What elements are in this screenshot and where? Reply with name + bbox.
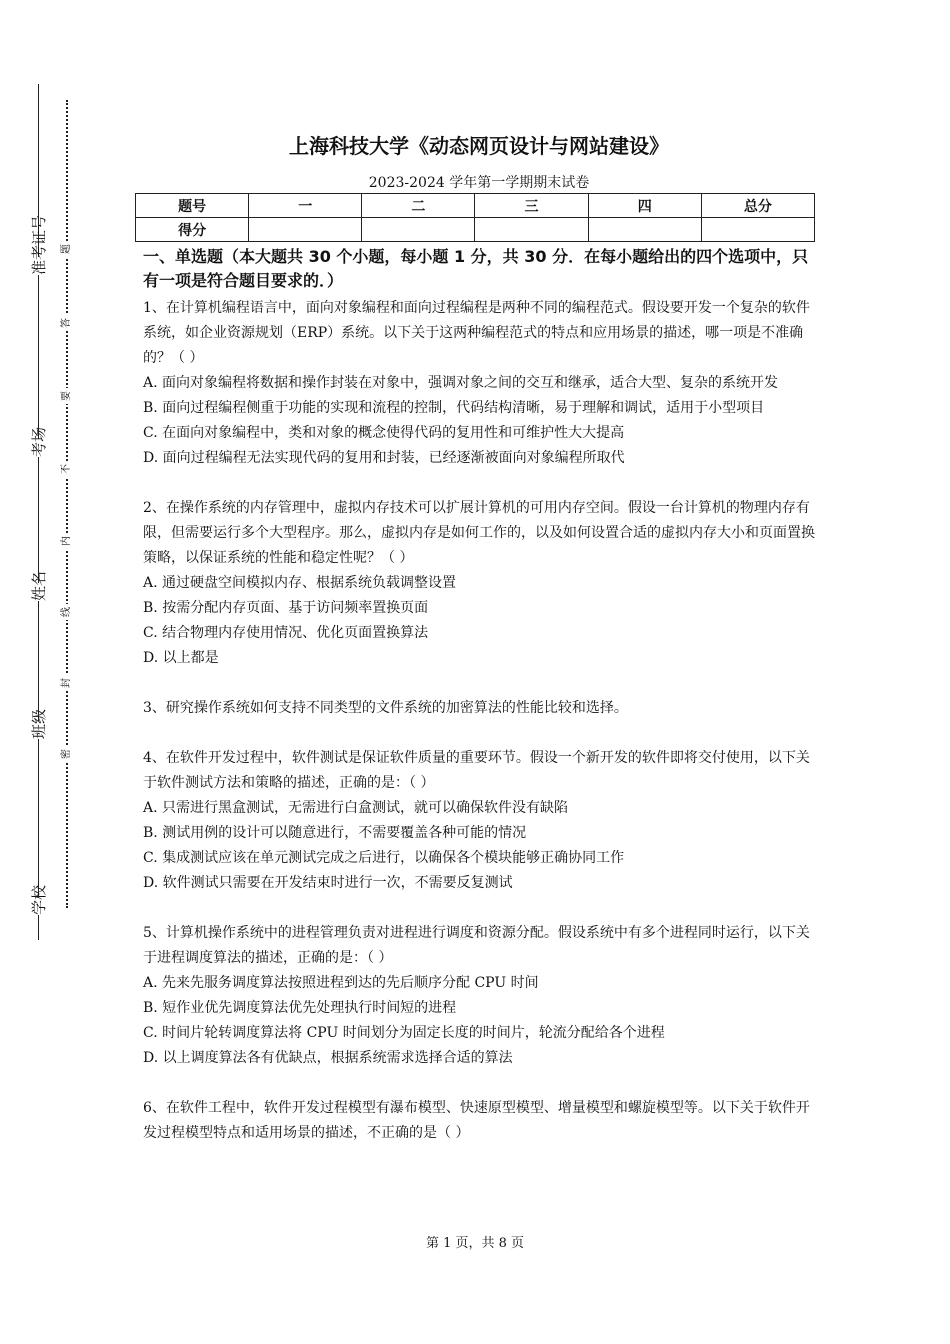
exam-id-label: 准考证号 bbox=[30, 214, 48, 275]
binding-solid-line bbox=[38, 84, 39, 940]
option-b: B. 短作业优先调度算法优先处理执行时间短的进程 bbox=[143, 1000, 457, 1016]
question-stem: 4、在软件开发过程中，软件测试是保证软件质量的重要环节。假设一个新开发的软件即将交付使用，以下关于软件测试方法和策略的描述，正确的是：（ ） bbox=[143, 750, 810, 791]
seal-dotted-line bbox=[66, 100, 68, 908]
seal-char: 不 bbox=[61, 461, 73, 477]
option-c: C. 集成测试应该在单元测试完成之后进行，以确保各个模块能够正确协同工作 bbox=[143, 850, 625, 866]
option-d: D. 以上调度算法各有优缺点，根据系统需求选择合适的算法 bbox=[143, 1050, 513, 1066]
option-b: B. 按需分配内存页面、基于访问频率置换页面 bbox=[143, 600, 429, 616]
seal-char: 答 bbox=[61, 315, 73, 331]
question-5 bbox=[143, 921, 815, 1071]
score-cell[interactable] bbox=[249, 218, 362, 242]
score-table bbox=[135, 193, 815, 242]
option-a: A. 只需进行黑盒测试，无需进行白盒测试，就可以确保软件没有缺陷 bbox=[143, 800, 569, 816]
question-1 bbox=[143, 296, 815, 471]
option-c: C. 结合物理内存使用情况、优化页面置换算法 bbox=[143, 625, 429, 641]
score-header-cell: 一 bbox=[249, 194, 362, 218]
exam-subtitle: 2023-2024 学年第一学期期末试卷 bbox=[368, 175, 590, 191]
score-header-cell: 二 bbox=[362, 194, 475, 218]
question-stem: 5、计算机操作系统中的进程管理负责对进程进行调度和资源分配。假设系统中有多个进程同时运行，以下关于进程调度算法的描述，正确的是：（ ） bbox=[143, 925, 810, 966]
question-list bbox=[143, 296, 815, 1146]
school-label: 学校 bbox=[30, 884, 48, 915]
option-d: D. 以上都是 bbox=[143, 650, 219, 666]
exam-room-label: 考场 bbox=[30, 426, 48, 457]
score-table-header-row bbox=[136, 194, 815, 218]
question-stem: 3、研究操作系统如何支持不同类型的文件系统的加密算法的性能比较和选择。 bbox=[143, 700, 628, 716]
seal-char: 封 bbox=[61, 675, 73, 691]
option-c: C. 时间片轮转调度算法将 CPU 时间划分为固定长度的时间片，轮流分配给各个进程 bbox=[143, 1025, 665, 1041]
seal-char: 要 bbox=[61, 388, 73, 404]
question-stem: 1、在计算机编程语言中，面向对象编程和面向过程编程是两种不同的编程范式。假设要开发一个复杂的软件系统，如企业资源规划（ERP）系统。以下关于这两种编程范式的特点和应用场景的描述，哪一项是不准确的？（ ） bbox=[143, 300, 810, 366]
question-2 bbox=[143, 496, 815, 671]
seal-char: 题 bbox=[61, 241, 73, 257]
class-label: 班级 bbox=[30, 708, 48, 739]
question-stem: 2、在操作系统的内存管理中，虚拟内存技术可以扩展计算机的可用内存空间。假设一台计算机的物理内存有限，但需要运行多个大型程序。那么，虚拟内存是如何工作的，以及如何设置合适的虚拟内存大小和页面置换策略，以保证系统的性能和稳定性呢？（ ） bbox=[143, 500, 815, 566]
option-b: B. 测试用例的设计可以随意进行，不需要覆盖各种可能的情况 bbox=[143, 825, 527, 841]
question-4 bbox=[143, 746, 815, 896]
seal-char: 内 bbox=[61, 533, 73, 549]
exam-title: 上海科技大学《动态网页设计与网站建设》 bbox=[289, 134, 669, 158]
score-cell[interactable] bbox=[701, 218, 814, 242]
question-stem: 6、在软件工程中，软件开发过程模型有瀑布模型、快速原型模型、增量模型和螺旋模型等。以下关于软件开发过程模型特点和适用场景的描述，不正确的是（ ） bbox=[143, 1100, 810, 1141]
question-3 bbox=[143, 696, 815, 721]
score-row-label: 得分 bbox=[136, 218, 249, 242]
name-label: 姓名 bbox=[30, 570, 48, 601]
score-cell[interactable] bbox=[362, 218, 475, 242]
option-a: A. 面向对象编程将数据和操作封装在对象中，强调对象之间的交互和继承，适合大型、复杂的系统开发 bbox=[143, 375, 779, 391]
question-6 bbox=[143, 1096, 815, 1146]
option-b: B. 面向过程编程侧重于功能的实现和流程的控制，代码结构清晰，易于理解和调试，适用于小型项目 bbox=[143, 400, 765, 416]
section-heading: 一、单选题（本大题共 30 个小题，每小题 1 分，共 30 分．在每小题给出的四个选项中，只有一项是符合题目要求的．） bbox=[143, 247, 809, 290]
option-d: D. 软件测试只需要在开发结束时进行一次，不需要反复测试 bbox=[143, 875, 513, 891]
option-c: C. 在面向对象编程中，类和对象的概念使得代码的复用性和可维护性大大提高 bbox=[143, 425, 625, 441]
score-header-cell: 总分 bbox=[701, 194, 814, 218]
page-footer: 第 1 页，共 8 页 bbox=[425, 1236, 525, 1251]
option-a: A. 先来先服务调度算法按照进程到达的先后顺序分配 CPU 时间 bbox=[143, 975, 539, 991]
score-header-cell: 题号 bbox=[136, 194, 249, 218]
score-table-score-row bbox=[136, 218, 815, 242]
score-cell[interactable] bbox=[588, 218, 701, 242]
seal-char: 密 bbox=[61, 746, 73, 762]
seal-char: 线 bbox=[61, 604, 73, 620]
option-d: D. 面向过程编程无法实现代码的复用和封装，已经逐渐被面向对象编程所取代 bbox=[143, 450, 625, 466]
score-header-cell: 三 bbox=[475, 194, 588, 218]
score-header-cell: 四 bbox=[588, 194, 701, 218]
option-a: A. 通过硬盘空间模拟内存、根据系统负载调整设置 bbox=[143, 575, 457, 591]
binding-margin bbox=[0, 0, 100, 1344]
score-cell[interactable] bbox=[475, 218, 588, 242]
